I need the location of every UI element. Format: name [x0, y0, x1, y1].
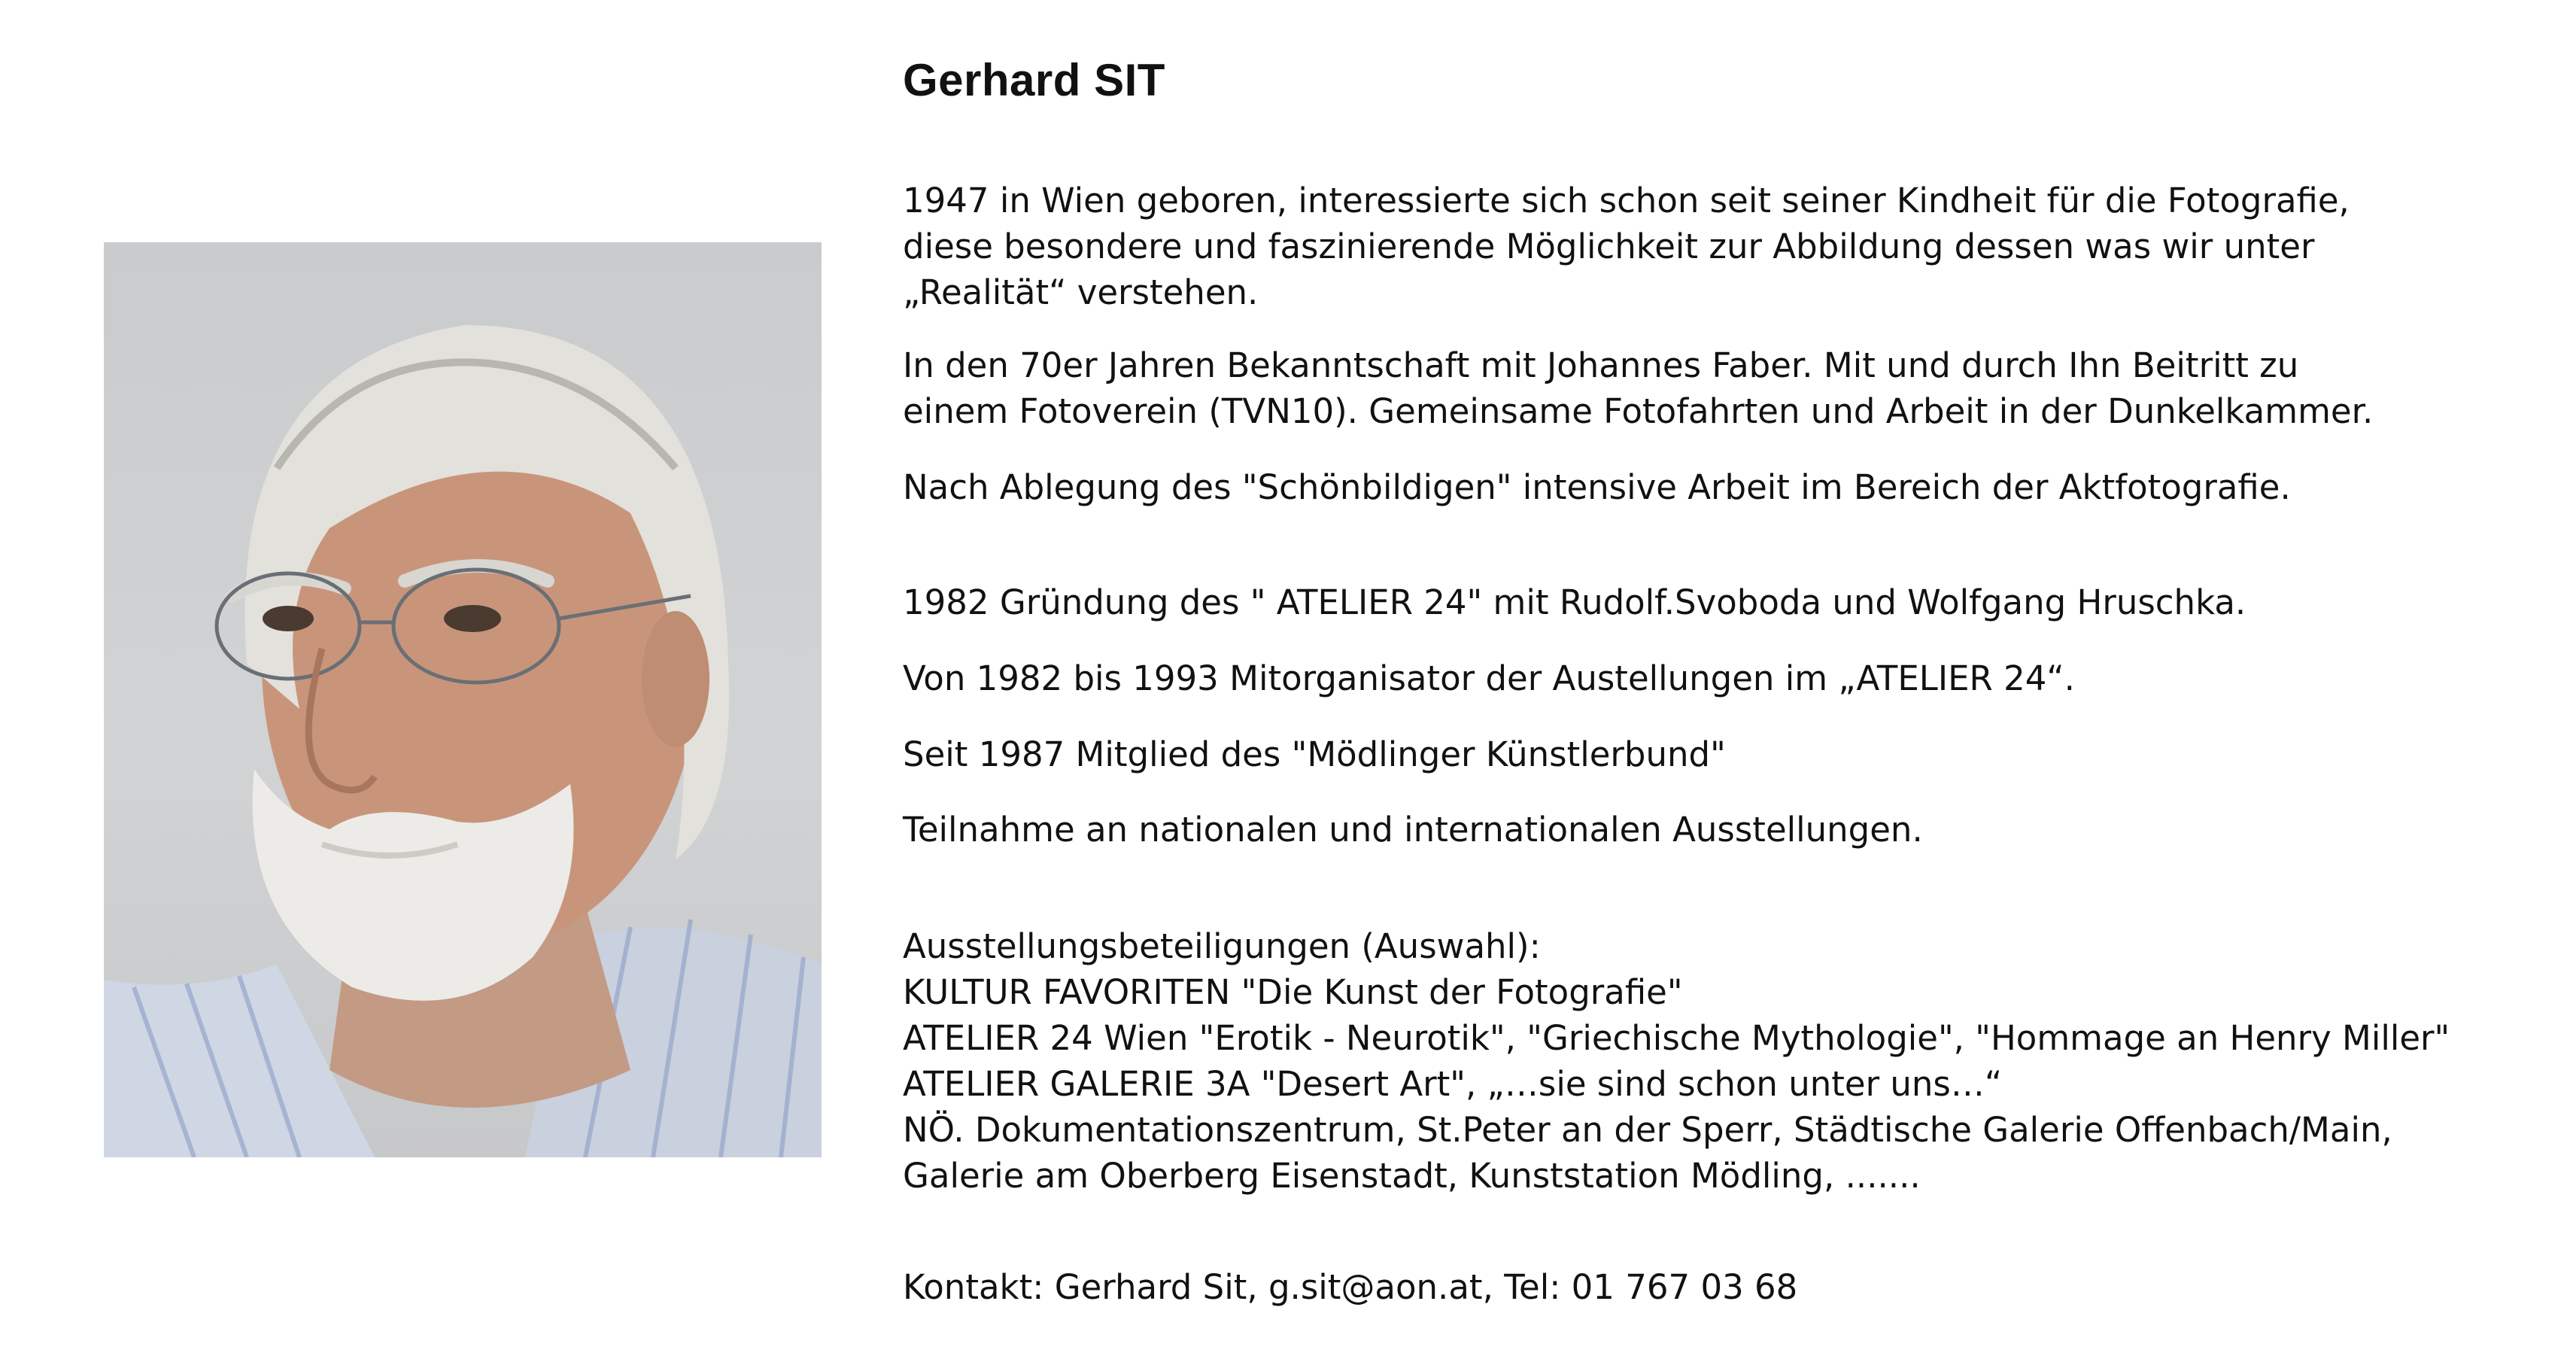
exhibition-item: ATELIER 24 Wien "Erotik - Neurotik", "Griechische Mythologie", "Hommage an Henry Miller" — [903, 1018, 2450, 1058]
contact-line: Kontakt: Gerhard Sit, g.sit@aon.at, Tel: 01 767 03 68 — [903, 1267, 1798, 1307]
bio-paragraph-1 — [903, 178, 2350, 315]
bio-paragraph-7 — [903, 807, 1923, 853]
bio-line: „Realität“ verstehen. — [903, 272, 1259, 312]
portrait-illustration — [104, 242, 822, 1157]
bio-line: Von 1982 bis 1993 Mitorganisator der Austellungen im „ATELIER 24“. — [903, 658, 2075, 698]
bio-paragraph-6 — [903, 731, 1726, 777]
bio-line: einem Fotoverein (TVN10). Gemeinsame Fotofahrten und Arbeit in der Dunkelkammer. — [903, 391, 2374, 431]
bio-line: Seit 1987 Mitglied des "Mödlinger Künstlerbund" — [903, 734, 1726, 774]
bio-paragraph-4 — [903, 579, 2246, 625]
bio-line: In den 70er Jahren Bekanntschaft mit Johannes Faber. Mit und durch Ihn Beitritt zu — [903, 345, 2299, 385]
bio-paragraph-2 — [903, 342, 2373, 434]
exhibitions-list — [903, 923, 2450, 1199]
bio-line: diese besondere und faszinierende Möglichkeit zur Abbildung dessen was wir unter — [903, 226, 2315, 266]
portrait-photo — [104, 242, 822, 1157]
bio-paragraph-5 — [903, 655, 2075, 701]
bio-line: Teilnahme an nationalen und internationalen Ausstellungen. — [903, 810, 1923, 850]
exhibition-item: ATELIER GALERIE 3A "Desert Art", „…sie sind schon unter uns…“ — [903, 1064, 2003, 1104]
exhibition-item: NÖ. Dokumentationszentrum, St.Peter an der Sperr, Städtische Galerie Offenbach/Main, — [903, 1110, 2392, 1150]
exhibition-item: KULTUR FAVORITEN "Die Kunst der Fotografie" — [903, 972, 1683, 1012]
bio-line: Nach Ablegung des "Schönbildigen" intensive Arbeit im Bereich der Aktfotografie. — [903, 467, 2291, 507]
bio-line: 1982 Gründung des " ATELIER 24" mit Rudolf.Svoboda und Wolfgang Hruschka. — [903, 582, 2246, 622]
exhibition-item: Galerie am Oberberg Eisenstadt, Kunststation Mödling, ....... — [903, 1156, 1921, 1196]
bio-paragraph-3 — [903, 464, 2291, 510]
contact-info — [903, 1264, 1797, 1310]
exhibitions-heading: Ausstellungsbeteiligungen (Auswahl): — [903, 926, 1541, 966]
page-title: Gerhard SIT — [903, 55, 1165, 105]
bio-line: 1947 in Wien geboren, interessierte sich schon seit seiner Kindheit für die Fotografie, — [903, 181, 2350, 220]
